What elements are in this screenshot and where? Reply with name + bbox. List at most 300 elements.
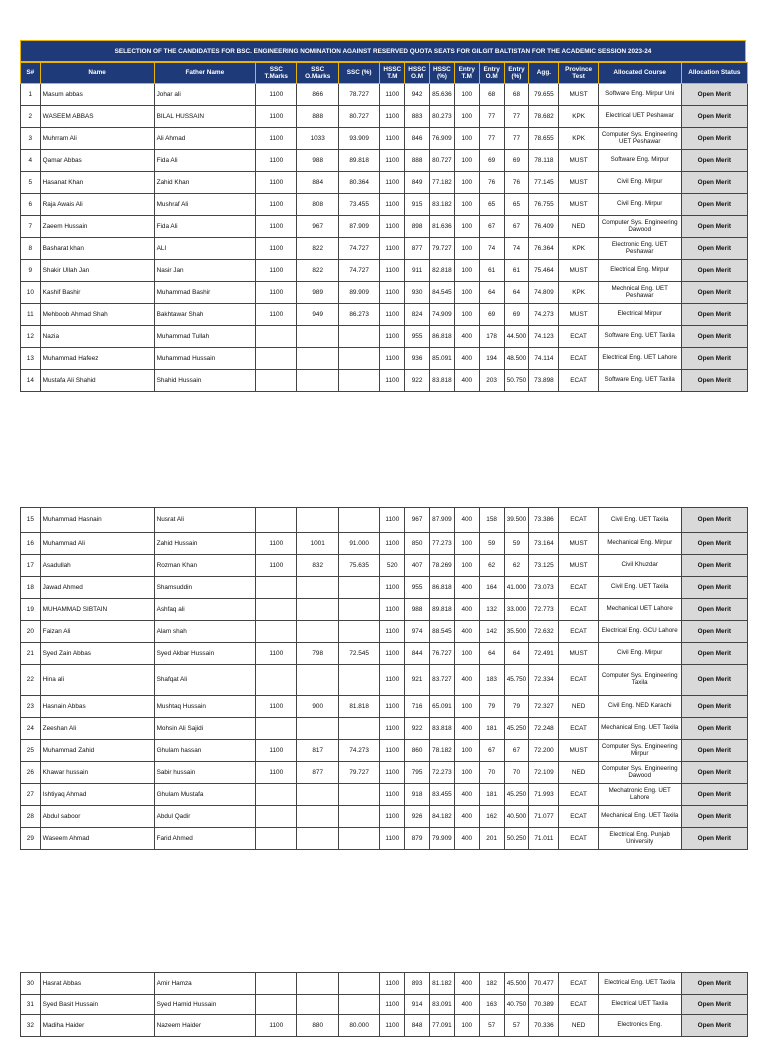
table-row — [21, 326, 748, 348]
table-cell: 72.773 — [529, 599, 559, 621]
table-cell: 822 — [297, 238, 338, 260]
col-header: Allocation Status — [681, 63, 747, 84]
allocation-status-badge: Open Merit — [681, 828, 747, 850]
table-cell: 1100 — [380, 718, 405, 740]
table-cell: 76.364 — [529, 238, 559, 260]
table-cell: 974 — [405, 621, 430, 643]
table-cell: MUST — [559, 150, 598, 172]
table-cell: 79 — [504, 696, 529, 718]
table-cell: 955 — [405, 577, 430, 599]
table-cell: 888 — [405, 150, 430, 172]
table-cell: 893 — [405, 973, 430, 995]
table-cell: Khawar hussain — [40, 762, 154, 784]
table-cell: 1100 — [380, 326, 405, 348]
table-cell: 70.477 — [529, 973, 559, 995]
table-cell: 67 — [479, 740, 504, 762]
table-cell: 69 — [504, 150, 529, 172]
table-cell: 1100 — [256, 238, 297, 260]
table-cell: 914 — [405, 995, 430, 1015]
table-cell: Mustafa Ali Shahid — [40, 370, 154, 392]
table-cell: 163 — [479, 995, 504, 1015]
table-cell: 1100 — [380, 508, 405, 533]
table-cell: 808 — [297, 194, 338, 216]
table-cell — [256, 973, 297, 995]
table-cell: 87.909 — [430, 508, 455, 533]
table-cell: 922 — [405, 370, 430, 392]
table-cell: 400 — [454, 621, 479, 643]
table-cell: BILAL HUSSAIN — [154, 106, 255, 128]
table-cell: 79.655 — [529, 84, 559, 106]
table-cell: ECAT — [559, 995, 598, 1015]
table-cell: 1100 — [380, 128, 405, 150]
table-cell: Electrical Eng. GCU Lahore — [598, 621, 681, 643]
table-cell: 400 — [454, 665, 479, 696]
table-cell: 877 — [297, 762, 338, 784]
table-cell: 81.182 — [430, 973, 455, 995]
table-cell: KPK — [559, 238, 598, 260]
table-cell: 14 — [21, 370, 41, 392]
table-cell: 1100 — [256, 1015, 297, 1037]
table-cell: Mechanical Eng. UET Taxila — [598, 718, 681, 740]
table-body-3 — [21, 973, 748, 1037]
table-cell: 89.818 — [430, 599, 455, 621]
table-cell: 898 — [405, 216, 430, 238]
table-cell: 100 — [454, 216, 479, 238]
allocation-status-badge: Open Merit — [681, 216, 747, 238]
table-row — [21, 260, 748, 282]
table-cell: ECAT — [559, 665, 598, 696]
table-cell: 74.909 — [430, 304, 455, 326]
allocation-status-badge: Open Merit — [681, 806, 747, 828]
allocation-status-badge: Open Merit — [681, 762, 747, 784]
table-cell: 181 — [479, 718, 504, 740]
table-cell: 884 — [297, 172, 338, 194]
table-cell: 866 — [297, 84, 338, 106]
table-cell: 65 — [504, 194, 529, 216]
table-cell: Kashif Bashir — [40, 282, 154, 304]
table-cell: Madiha Haider — [40, 1015, 154, 1037]
table-cell: 1033 — [297, 128, 338, 150]
table-cell — [256, 665, 297, 696]
allocation-status-badge: Open Merit — [681, 84, 747, 106]
table-cell: Civil Eng. Mirpur — [598, 172, 681, 194]
table-cell: KPK — [559, 106, 598, 128]
candidates-table-3 — [20, 972, 748, 1037]
table-cell: 77.182 — [430, 172, 455, 194]
table-cell: Syed Akbar Hussain — [154, 643, 255, 665]
table-cell: 100 — [454, 555, 479, 577]
table-cell: KPK — [559, 128, 598, 150]
table-cell: 400 — [454, 326, 479, 348]
table-cell: 74 — [504, 238, 529, 260]
table-cell: 1 — [21, 84, 41, 106]
table-cell: 988 — [405, 599, 430, 621]
table-cell: 918 — [405, 784, 430, 806]
table-cell: Syed Basit Hussain — [40, 995, 154, 1015]
table-row — [21, 282, 748, 304]
table-cell: Software Eng. Mirpur — [598, 150, 681, 172]
col-header: SSC (%) — [338, 63, 379, 84]
table-cell: Electrical UET Peshawar — [598, 106, 681, 128]
table-cell: NED — [559, 696, 598, 718]
table-cell: Farid Ahmed — [154, 828, 255, 850]
table-cell: 100 — [454, 106, 479, 128]
table-section-1 — [20, 62, 748, 392]
allocation-status-badge: Open Merit — [681, 150, 747, 172]
table-cell: Electronic Eng. UET Peshawar — [598, 238, 681, 260]
table-cell: 1100 — [380, 172, 405, 194]
table-cell: NED — [559, 762, 598, 784]
table-cell: Zaeem Hussain — [40, 216, 154, 238]
table-cell: Civil Eng. UET Taxila — [598, 577, 681, 599]
table-cell: 888 — [297, 106, 338, 128]
col-header: Father Name — [154, 63, 255, 84]
table-cell: 182 — [479, 973, 504, 995]
table-cell: 1100 — [380, 106, 405, 128]
table-cell: Ghulam hassan — [154, 740, 255, 762]
table-cell: 9 — [21, 260, 41, 282]
table-cell: 69 — [504, 304, 529, 326]
table-cell: 400 — [454, 995, 479, 1015]
table-cell: 74.273 — [529, 304, 559, 326]
table-cell: Hasanat Khan — [40, 172, 154, 194]
table-cell: 76.727 — [430, 643, 455, 665]
table-cell — [338, 621, 379, 643]
table-cell: Civil Khuzdar — [598, 555, 681, 577]
table-cell: 100 — [454, 304, 479, 326]
table-cell: Asadullah — [40, 555, 154, 577]
table-cell: 72.327 — [529, 696, 559, 718]
table-cell: 75.464 — [529, 260, 559, 282]
table-cell: 1100 — [256, 304, 297, 326]
table-cell: 70.336 — [529, 1015, 559, 1037]
table-cell: 27 — [21, 784, 41, 806]
table-cell: 81.636 — [430, 216, 455, 238]
table-cell: Computer Sys. Engineering Mirpur — [598, 740, 681, 762]
table-row — [21, 508, 748, 533]
allocation-status-badge: Open Merit — [681, 577, 747, 599]
table-cell: MUST — [559, 555, 598, 577]
table-cell: Amir Hamza — [154, 973, 255, 995]
table-cell: 1100 — [380, 599, 405, 621]
table-cell: 80.364 — [338, 172, 379, 194]
table-cell: 89.909 — [338, 282, 379, 304]
table-row — [21, 643, 748, 665]
col-header: HSSC O.M — [405, 63, 430, 84]
table-cell: 31 — [21, 995, 41, 1015]
table-cell: Ghulam Mustafa — [154, 784, 255, 806]
table-cell: 989 — [297, 282, 338, 304]
table-row — [21, 806, 748, 828]
table-cell: 83.818 — [430, 718, 455, 740]
table-cell — [297, 828, 338, 850]
table-cell: 23 — [21, 696, 41, 718]
table-cell: ECAT — [559, 718, 598, 740]
table-cell: WASEEM ABBAS — [40, 106, 154, 128]
table-cell: Computer Sys. Engineering Dawood — [598, 216, 681, 238]
table-cell: 57 — [479, 1015, 504, 1037]
table-cell: 64 — [504, 282, 529, 304]
table-cell: Muhammad Bashir — [154, 282, 255, 304]
table-row — [21, 973, 748, 995]
table-cell: 1100 — [380, 370, 405, 392]
allocation-status-badge: Open Merit — [681, 665, 747, 696]
table-cell: 1100 — [380, 621, 405, 643]
table-cell: Shakir Ullah Jan — [40, 260, 154, 282]
table-cell: 1100 — [380, 995, 405, 1015]
allocation-status-badge: Open Merit — [681, 282, 747, 304]
table-cell: Muhammad Tullah — [154, 326, 255, 348]
col-header: SSC O.Marks — [297, 63, 338, 84]
table-cell: 83.727 — [430, 665, 455, 696]
table-cell: 922 — [405, 718, 430, 740]
table-cell — [338, 718, 379, 740]
table-cell: 77 — [504, 128, 529, 150]
table-cell: Muhammad Hussain — [154, 348, 255, 370]
table-cell: 64 — [504, 643, 529, 665]
table-cell: 1100 — [256, 84, 297, 106]
table-cell: 1100 — [380, 665, 405, 696]
table-cell: 62 — [479, 555, 504, 577]
table-cell: 62 — [504, 555, 529, 577]
table-cell: 1100 — [256, 172, 297, 194]
table-cell: Electronics Eng. — [598, 1015, 681, 1037]
table-cell: Muhammad Ali — [40, 533, 154, 555]
table-cell: MUST — [559, 740, 598, 762]
table-cell: 926 — [405, 806, 430, 828]
table-cell: 76 — [479, 172, 504, 194]
table-cell: 1100 — [380, 740, 405, 762]
table-cell: 930 — [405, 282, 430, 304]
table-cell: 50.750 — [504, 370, 529, 392]
table-cell: 1100 — [256, 282, 297, 304]
table-cell: 1100 — [380, 806, 405, 828]
table-row — [21, 216, 748, 238]
allocation-status-badge: Open Merit — [681, 304, 747, 326]
table-cell: 1100 — [380, 1015, 405, 1037]
table-cell: 74.273 — [338, 740, 379, 762]
table-cell: 846 — [405, 128, 430, 150]
table-cell: 795 — [405, 762, 430, 784]
table-cell: 1100 — [380, 643, 405, 665]
table-cell: 67 — [504, 740, 529, 762]
table-cell: 100 — [454, 1015, 479, 1037]
table-cell: 86.818 — [430, 326, 455, 348]
table-cell — [256, 806, 297, 828]
table-cell: 911 — [405, 260, 430, 282]
table-cell: 72.632 — [529, 621, 559, 643]
table-cell: Bakhtawar Shah — [154, 304, 255, 326]
table-cell: 82.818 — [430, 260, 455, 282]
table-cell: 78.269 — [430, 555, 455, 577]
table-cell: 520 — [380, 555, 405, 577]
table-cell: 12 — [21, 326, 41, 348]
table-cell: 76.755 — [529, 194, 559, 216]
table-cell: 73.164 — [529, 533, 559, 555]
table-cell: Zahid Khan — [154, 172, 255, 194]
table-cell: 72.545 — [338, 643, 379, 665]
table-cell: 73.455 — [338, 194, 379, 216]
table-cell: 1001 — [297, 533, 338, 555]
table-cell: 86.273 — [338, 304, 379, 326]
table-cell: 1100 — [380, 577, 405, 599]
table-cell: 1100 — [380, 238, 405, 260]
table-row — [21, 84, 748, 106]
table-cell: Nasir Jan — [154, 260, 255, 282]
table-cell: 4 — [21, 150, 41, 172]
table-cell: 11 — [21, 304, 41, 326]
table-cell: Mushraf Ali — [154, 194, 255, 216]
table-cell — [338, 806, 379, 828]
table-cell: 79 — [479, 696, 504, 718]
table-cell: 407 — [405, 555, 430, 577]
table-cell: Raja Awais Ali — [40, 194, 154, 216]
table-cell — [338, 508, 379, 533]
table-cell: 822 — [297, 260, 338, 282]
table-header-row — [21, 63, 748, 84]
table-cell: 74.727 — [338, 238, 379, 260]
table-cell: Fida Ali — [154, 216, 255, 238]
table-cell: 400 — [454, 599, 479, 621]
table-row — [21, 740, 748, 762]
allocation-status-badge: Open Merit — [681, 696, 747, 718]
table-cell — [256, 370, 297, 392]
table-cell: 7 — [21, 216, 41, 238]
table-cell: 77 — [504, 106, 529, 128]
table-cell: 1100 — [256, 533, 297, 555]
table-cell: 1100 — [380, 216, 405, 238]
table-cell: 400 — [454, 370, 479, 392]
table-row — [21, 828, 748, 850]
table-cell: 1100 — [256, 555, 297, 577]
table-cell: Civil Eng. Mirpur — [598, 643, 681, 665]
table-cell: 68 — [479, 84, 504, 106]
table-cell: 21 — [21, 643, 41, 665]
table-cell — [297, 973, 338, 995]
allocation-status-badge: Open Merit — [681, 643, 747, 665]
table-cell: 100 — [454, 762, 479, 784]
table-cell: Basharat khan — [40, 238, 154, 260]
table-cell: 65 — [479, 194, 504, 216]
table-cell: 848 — [405, 1015, 430, 1037]
table-cell: Nazia — [40, 326, 154, 348]
table-cell: ALI — [154, 238, 255, 260]
table-cell: 132 — [479, 599, 504, 621]
table-cell: 59 — [504, 533, 529, 555]
table-cell: 83.455 — [430, 784, 455, 806]
table-cell — [338, 326, 379, 348]
table-cell: 76 — [504, 172, 529, 194]
table-cell: 1100 — [380, 696, 405, 718]
table-cell — [256, 718, 297, 740]
table-cell — [297, 806, 338, 828]
table-cell: Muhammad Hafeez — [40, 348, 154, 370]
table-cell: Masum abbas — [40, 84, 154, 106]
allocation-status-badge: Open Merit — [681, 508, 747, 533]
table-cell: 69 — [479, 150, 504, 172]
table-cell: 61 — [479, 260, 504, 282]
table-cell — [256, 599, 297, 621]
table-row — [21, 577, 748, 599]
table-cell: 72.273 — [430, 762, 455, 784]
col-header: Province Test — [559, 63, 598, 84]
table-cell: Software Eng. UET Taxila — [598, 370, 681, 392]
table-cell: 100 — [454, 740, 479, 762]
table-row — [21, 621, 748, 643]
table-cell: ECAT — [559, 577, 598, 599]
table-cell: Software Eng. Mirpur Uni — [598, 84, 681, 106]
table-cell: 68 — [504, 84, 529, 106]
table-cell: Civil Eng. Mirpur — [598, 194, 681, 216]
table-cell: KPK — [559, 282, 598, 304]
table-cell: Nusrat Ali — [154, 508, 255, 533]
table-cell: 74.123 — [529, 326, 559, 348]
table-cell: 72.109 — [529, 762, 559, 784]
table-cell: 716 — [405, 696, 430, 718]
table-cell: 72.334 — [529, 665, 559, 696]
table-cell: 967 — [405, 508, 430, 533]
table-cell: 73.386 — [529, 508, 559, 533]
table-cell: 22 — [21, 665, 41, 696]
table-cell: 48.500 — [504, 348, 529, 370]
table-cell: 1100 — [380, 533, 405, 555]
table-cell: 3 — [21, 128, 41, 150]
table-cell: 83.182 — [430, 194, 455, 216]
table-cell: Hina ali — [40, 665, 154, 696]
table-cell: 35.500 — [504, 621, 529, 643]
table-cell: 100 — [454, 150, 479, 172]
table-cell: 33.000 — [504, 599, 529, 621]
table-cell: 25 — [21, 740, 41, 762]
table-cell: 73.125 — [529, 555, 559, 577]
table-cell: 70 — [504, 762, 529, 784]
table-cell: 178 — [479, 326, 504, 348]
table-cell — [256, 326, 297, 348]
table-cell: 1100 — [256, 696, 297, 718]
table-cell: MUST — [559, 643, 598, 665]
table-cell: 86.818 — [430, 577, 455, 599]
table-cell: 142 — [479, 621, 504, 643]
table-cell: 79.909 — [430, 828, 455, 850]
table-row — [21, 106, 748, 128]
table-cell: 77 — [479, 106, 504, 128]
table-cell: Hasrat Abbas — [40, 973, 154, 995]
table-cell: 1100 — [256, 762, 297, 784]
table-row — [21, 128, 748, 150]
col-header: Entry (%) — [504, 63, 529, 84]
table-cell — [256, 784, 297, 806]
table-cell: Shahid Hussain — [154, 370, 255, 392]
table-cell: 100 — [454, 238, 479, 260]
table-row — [21, 784, 748, 806]
table-cell: 45.500 — [504, 973, 529, 995]
table-cell: Electrical Eng. UET Lahore — [598, 348, 681, 370]
table-cell — [297, 508, 338, 533]
table-cell: 93.909 — [338, 128, 379, 150]
table-cell: Computer Sys. Engineering Taxila — [598, 665, 681, 696]
table-cell: 1100 — [256, 216, 297, 238]
table-cell: Electrical Mirpur — [598, 304, 681, 326]
allocation-status-badge: Open Merit — [681, 172, 747, 194]
allocation-status-badge: Open Merit — [681, 784, 747, 806]
table-cell: 20 — [21, 621, 41, 643]
table-cell — [338, 665, 379, 696]
table-cell: 73.073 — [529, 577, 559, 599]
table-cell: 967 — [297, 216, 338, 238]
table-cell: 400 — [454, 806, 479, 828]
table-cell: Mechanical UET Lahore — [598, 599, 681, 621]
table-cell: MUST — [559, 533, 598, 555]
